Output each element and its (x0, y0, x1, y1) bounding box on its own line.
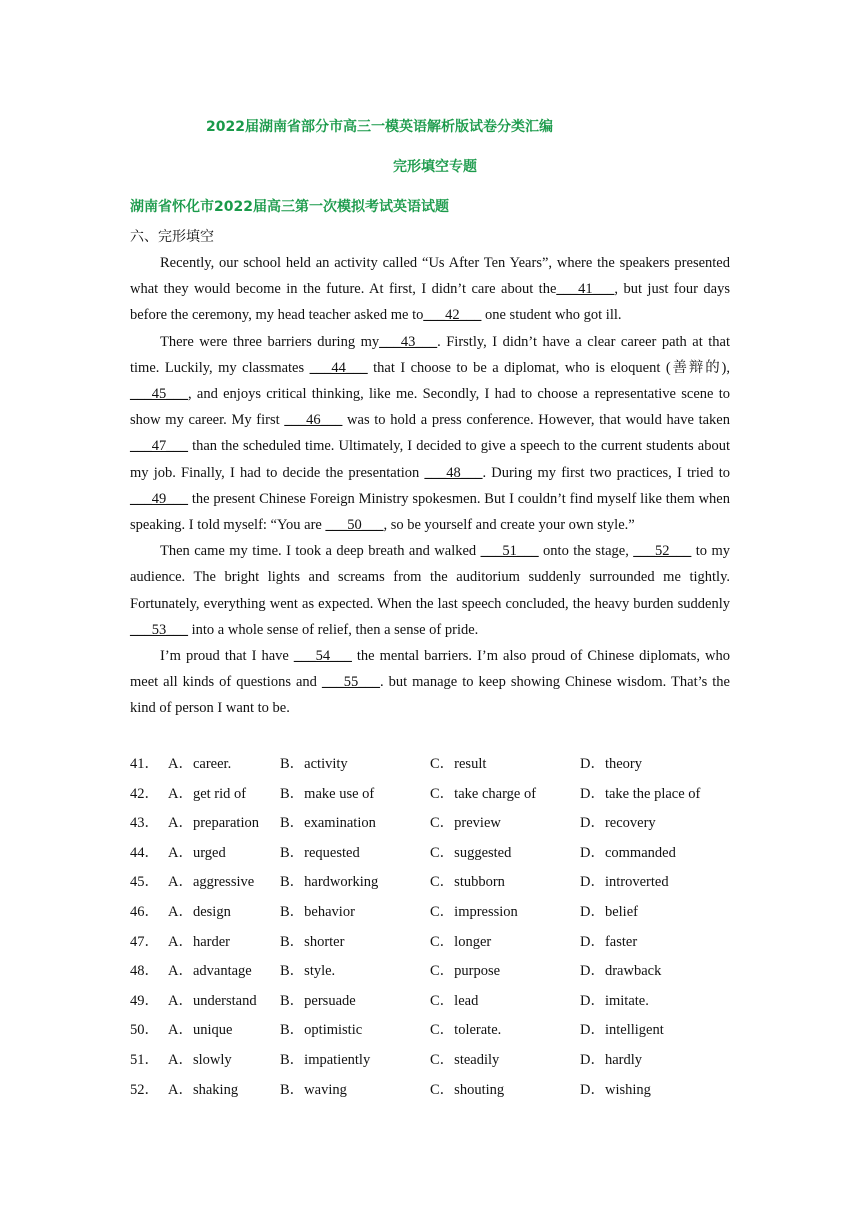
option-d: D．hardly (580, 1051, 643, 1068)
option-c: C．suggested (430, 844, 512, 861)
passage-text: the mental barriers. I’m also proud of Chinese diplomats, who meet all kinds of questions and (130, 648, 730, 691)
question-row (130, 1078, 750, 1108)
option-c: C．purpose (430, 963, 501, 980)
option-d: D．intelligent (580, 1022, 664, 1039)
option-c: C．lead (430, 992, 479, 1009)
option-c: C．steadily (430, 1051, 500, 1068)
passage-text: . Firstly, I didn’t have a clear career path at that time. Luckily, my classmates (130, 333, 730, 376)
answer-options (130, 752, 750, 1107)
blank-42: ___42___ (423, 307, 482, 324)
option-c: C．result (430, 756, 487, 772)
option-c: C．preview (430, 815, 501, 832)
passage-text: I’m proud that I have (160, 648, 294, 665)
passage-text: that I choose to be a diplomat, who is eloquent (善辩的), (367, 359, 731, 376)
option-c: C．stubborn (430, 874, 505, 891)
question-number: 44． (130, 844, 159, 861)
question-number: 41． (130, 756, 159, 772)
question-row (130, 989, 750, 1019)
blank-49: ___49___ (130, 490, 188, 507)
option-b: B．shorter (280, 933, 345, 950)
blank-44: ___44___ (309, 359, 368, 376)
option-d: D．wishing (580, 1081, 651, 1098)
blank-47: ___47___ (130, 438, 188, 455)
option-a: A．preparation (168, 815, 259, 832)
option-b: B．waving (280, 1081, 347, 1098)
question-number: 49． (130, 992, 159, 1009)
passage-text: Then came my time. I took a deep breath and walked (160, 543, 481, 560)
topic-title: 完形填空专题 (393, 159, 477, 175)
option-b: B．style. (280, 963, 336, 980)
question-number: 51． (130, 1051, 159, 1068)
blank-53: ___53___ (130, 621, 188, 638)
question-row (130, 1018, 750, 1048)
question-number: 48． (130, 963, 159, 980)
question-row (130, 782, 750, 812)
question-number: 43． (130, 815, 159, 832)
question-row (130, 930, 750, 960)
option-c: C．tolerate. (430, 1022, 502, 1039)
passage-text: , but just four days before the ceremony, my head teacher asked me to (130, 281, 730, 324)
option-a: A．career. (168, 756, 232, 772)
option-d: D．faster (580, 933, 638, 950)
question-row (130, 1048, 750, 1078)
passage-text: one student who got ill. (481, 307, 622, 324)
passage-text: , and enjoys critical thinking, like me. Secondly, I had to choose a representative scene to show my career. My first (130, 386, 730, 429)
question-number: 50． (130, 1022, 159, 1039)
option-d: D．belief (580, 903, 638, 920)
passage-text: There were three barriers during my (160, 333, 380, 350)
option-d: D．drawback (580, 963, 662, 980)
option-b: B．hardworking (280, 874, 379, 891)
option-b: B．make use of (280, 785, 375, 802)
option-a: A．shaking (168, 1081, 239, 1098)
passage-text: to my audience. The bright lights and screams from the auditorium suddenly surrounded me tightly. Fortunately, everything went as expected. When the last speech concluded, the heavy burden suddenly (130, 543, 730, 612)
passage-text: was to hold a press conference. However, that would have taken (342, 412, 730, 429)
option-a: A．advantage (168, 963, 252, 980)
option-a: A．harder (168, 933, 231, 950)
question-row (130, 900, 750, 930)
question-number: 42． (130, 785, 159, 802)
option-a: A．aggressive (168, 874, 255, 891)
question-row (130, 959, 750, 989)
paragraph-1 (130, 250, 730, 329)
option-a: A．slowly (168, 1051, 232, 1068)
option-b: B．examination (280, 815, 376, 832)
passage-text: the present Chinese Foreign Ministry spokesmen. But I couldn’t find myself like them when speaking. I told myself: “You are (130, 490, 730, 534)
blank-43: ___43___ (379, 333, 438, 350)
passage-text: than the scheduled time. Ultimately, I decided to give a speech to the current students about my job. Finally, I had to decide the presentation (130, 438, 730, 481)
blank-50: ___50___ (325, 517, 384, 534)
question-row (130, 870, 750, 900)
option-a: A．urged (168, 844, 226, 861)
exam-title: 湖南省怀化市2022届高三第一次模拟考试英语试题 (130, 199, 449, 215)
option-c: C．take charge of (430, 785, 537, 802)
question-row (130, 811, 750, 841)
option-d: D．theory (580, 756, 643, 772)
option-a: A．understand (168, 992, 257, 1009)
option-b: B．behavior (280, 903, 355, 920)
question-number: 52． (130, 1081, 159, 1098)
passage-text: . but manage to keep showing Chinese wisdom. That’s the kind of person I want to be. (130, 674, 730, 717)
question-number: 47． (130, 933, 159, 950)
option-b: B．impatiently (280, 1051, 371, 1068)
question-number: 45． (130, 874, 159, 891)
option-d: D．imitate. (580, 992, 649, 1009)
blank-45: ___45___ (130, 386, 188, 403)
option-a: A．design (168, 903, 231, 920)
blank-51: ___51___ (480, 543, 539, 560)
option-c: C．impression (430, 903, 518, 920)
blank-46: ___46___ (284, 412, 343, 429)
blank-48: ___48___ (424, 464, 483, 481)
passage-text: Recently, our school held an activity called “Us After Ten Years”, where the speakers presented what they would become in the future. At first, I didn’t care about the (130, 255, 730, 298)
passage-text: , so be yourself and create your own style.” (383, 517, 635, 534)
option-d: D．introverted (580, 874, 669, 891)
paragraph-4 (130, 643, 730, 722)
blank-41: ___41___ (556, 281, 615, 298)
question-row (130, 752, 750, 782)
option-b: B．optimistic (280, 1022, 363, 1039)
option-b: B．requested (280, 844, 360, 861)
question-row (130, 841, 750, 871)
main-title: 2022届湖南省部分市高三一模英语解析版试卷分类汇编 (206, 119, 553, 135)
option-b: B．activity (280, 756, 348, 772)
blank-52: ___52___ (633, 543, 692, 560)
option-a: A．get rid of (168, 785, 247, 802)
option-c: C．shouting (430, 1081, 505, 1098)
blank-54: ___54___ (293, 648, 352, 665)
passage-text: into a whole sense of relief, then a sense of pride. (188, 621, 479, 638)
option-b: B．persuade (280, 992, 356, 1009)
passage-text: onto the stage, (538, 543, 634, 560)
blank-55: ___55___ (321, 674, 380, 691)
paragraph-3 (130, 538, 730, 643)
passage-text: . During my first two practices, I tried to (482, 464, 730, 481)
paragraph-2 (130, 329, 730, 539)
option-c: C．longer (430, 933, 492, 950)
option-d: D．commanded (580, 844, 676, 861)
option-a: A．unique (168, 1022, 233, 1039)
option-d: D．take the place of (580, 785, 701, 802)
option-d: D．recovery (580, 815, 656, 832)
cloze-passage (130, 250, 730, 722)
question-number: 46． (130, 903, 159, 920)
section-heading: 六、完形填空 (130, 229, 214, 245)
